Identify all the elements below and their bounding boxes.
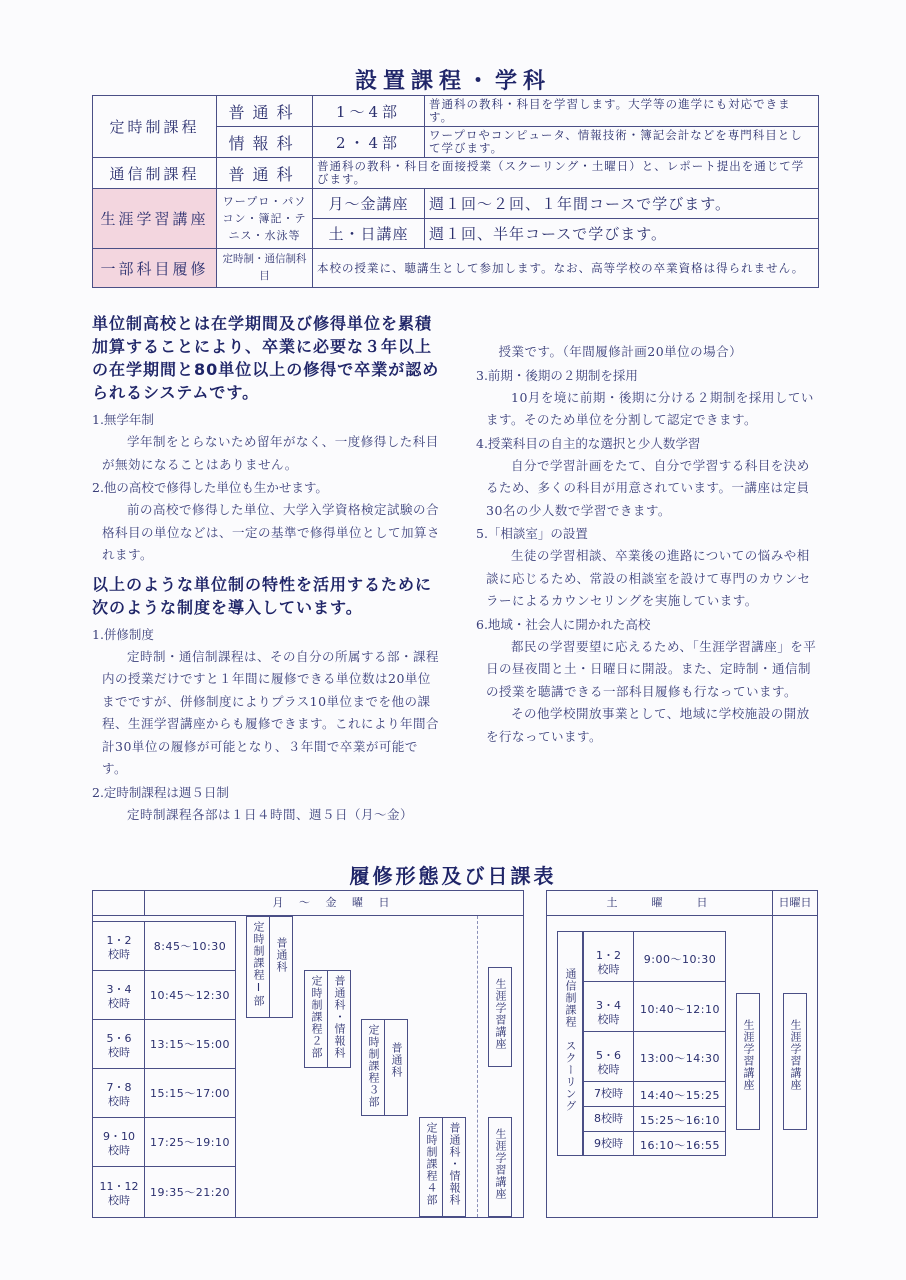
weekday-time-1: 8:45〜10:30 xyxy=(153,940,227,953)
teiji-desc-2: ワープロやコンピュータ、情報技術・簿記会計などを専門科目として学びます。 xyxy=(425,127,819,158)
weekday-time-5: 17:25〜19:10 xyxy=(150,1136,230,1149)
para-transfer-credits: 前の高校で修得した単位、大学入学資格検定試験の合格科目の単位などは、一定の基準で修得単位として加算されます。 xyxy=(102,502,441,562)
ichibu-target: 定時制・通信制科目 xyxy=(217,249,313,288)
shogai-desc-1: 週１回〜２回、１年間コースで学びます。 xyxy=(425,189,819,219)
weekday-header: 月 〜 金 曜 日 xyxy=(272,896,396,909)
right-column xyxy=(476,341,822,748)
course-block-1-name: 定時制課程Ⅰ部 xyxy=(246,916,270,1018)
saturday-period-1: 1・2 校時 xyxy=(596,949,621,976)
para-open-school: その他学校開放事業として、地域に学校施設の開放を行なっています。 xyxy=(486,706,810,744)
weekday-time-6: 19:35〜21:20 xyxy=(150,1186,230,1199)
teiji-parts-1: 1〜4部 xyxy=(313,96,425,127)
weekday-period-1: 1・2 校時 xyxy=(106,934,132,961)
sunday-shogai: 生涯学習講座 xyxy=(783,993,807,1130)
course-block-4-name: 定時制課程４部 xyxy=(419,1117,443,1217)
course-block-2-name: 定時制課程２部 xyxy=(304,970,328,1068)
course-block-4-dept: 普通科・情報科 xyxy=(442,1117,466,1217)
saturday-time-1: 9:00〜10:30 xyxy=(643,953,717,966)
para-community: 都民の学習要望に応えるため、「生涯学習講座」を平日の昼夜間と土・日曜日に開設。また、定時制・通信制の授業を聴講できる一部科目履修も行なっています。 xyxy=(486,638,817,699)
schedule-title: 履修形態及び日課表 xyxy=(349,864,557,888)
weekday-time-4: 15:15〜17:00 xyxy=(150,1087,230,1100)
weekday-shogai-1: 生涯学習講座 xyxy=(488,967,512,1067)
teiji-dept-1: 普通科 xyxy=(217,96,313,127)
shogai-period-2: 土・日講座 xyxy=(313,219,425,249)
para-five-day: 定時制課程各部は１日４時間、週５日（月〜金） xyxy=(127,806,414,822)
heading-elective: 4.授業科目の自主的な選択と少人数学習 xyxy=(476,435,701,451)
saturday-shogai: 生涯学習講座 xyxy=(736,993,760,1130)
weekday-shogai-2: 生涯学習講座 xyxy=(488,1117,512,1217)
weekday-separator xyxy=(477,916,478,1217)
tsushin-course-name: 通信制課程 xyxy=(93,158,217,189)
course-block-1-dept: 普通科 xyxy=(269,916,293,1018)
heading-transfer-credits: 2.他の高校で修得した単位も生かせます。 xyxy=(92,480,328,495)
saturday-time-5: 15:25〜16:10 xyxy=(640,1114,720,1127)
heading-counseling: 5.「相談室」の設置 xyxy=(476,526,588,541)
teiji-parts-2: 2・4部 xyxy=(313,127,425,158)
para-two-term: 10月を境に前期・後期に分ける２期制を採用しています。そのため単位を分割して認定できます。 xyxy=(486,389,814,427)
lead-systems: 以上のような単位制の特性を活用するために次のような制度を導入しています。 xyxy=(92,574,433,617)
tsushin-dept: 普通科 xyxy=(217,158,313,189)
left-column xyxy=(92,312,440,826)
weekday-period-grid xyxy=(93,921,236,1217)
heading-community: 6.地域・社会人に開かれた高校 xyxy=(476,616,651,632)
para-five-day-cont: 授業です。（年間履修計画20単位の場合） xyxy=(498,344,743,359)
shogai-subjects: ワープロ・パソコン・簿記・テニス・水泳等 xyxy=(217,189,313,249)
saturday-period-3: 5・6 校時 xyxy=(596,1049,621,1076)
para-counseling: 生徒の学習相談、卒業後の進路についての悩みや相談に応じるため、常設の相談室を設けて専門のカウンセラーによるカウンセリングを実施しています。 xyxy=(486,548,811,608)
ichibu-course-name: 一部科目履修 xyxy=(93,249,217,288)
saturday-time-3: 13:00〜14:30 xyxy=(640,1052,720,1065)
saturday-time-6: 16:10〜16:55 xyxy=(640,1139,720,1152)
shogai-course-name: 生涯学習講座 xyxy=(93,189,217,249)
saturday-period-6: 9校時 xyxy=(594,1137,623,1150)
sunday-header: 日曜日 xyxy=(778,896,812,909)
heading-five-day: 2.定時制課程は週５日制 xyxy=(92,784,229,800)
teiji-desc-1: 普通科の教科・科目を学習します。大学等の進学にも対応できます。 xyxy=(425,96,819,127)
para-concurrent: 定時制・通信制課程は、その自分の所属する部・課程内の授業だけですと１年間に履修できる単位数は20単位までですが、併修制度によりプラス10単位までを他の課程、生涯学習講座からも履修できます。これにより年間合計30単位の履修が可能となり、３年間で卒業が可能です。 xyxy=(102,648,440,776)
lead-unit-system: 単位制高校とは在学期間及び修得単位を累積加算することにより、卒業に必要な３年以上の在学期間と80単位以上の修得で卒業が認められるシステムです。 xyxy=(92,314,440,402)
weekday-period-4: 7・8 校時 xyxy=(106,1081,132,1108)
course-block-3-dept: 普通科 xyxy=(384,1019,408,1116)
course-block-3-name: 定時制課程３部 xyxy=(361,1019,385,1116)
saturday-period-5: 8校時 xyxy=(594,1112,623,1125)
heading-two-term: 3.前期・後期の２期制を採用 xyxy=(476,367,638,383)
teiji-course-name: 定時制課程 xyxy=(93,96,217,158)
saturday-period-2: 3・4 校時 xyxy=(596,999,621,1026)
saturday-period-4: 7校時 xyxy=(594,1087,623,1100)
heading-no-grade: 1.無学年制 xyxy=(92,412,154,427)
weekday-period-6: 11・12 校時 xyxy=(99,1180,139,1207)
saturday-course: 通信制課程 スクーリング xyxy=(557,931,583,1156)
courses-table xyxy=(92,95,819,288)
course-block-2-dept: 普通科・情報科 xyxy=(327,970,351,1068)
weekday-period-5: 9・10 校時 xyxy=(103,1130,135,1157)
weekday-period-3: 5・6 校時 xyxy=(106,1032,132,1059)
courses-title: 設置課程・学科 xyxy=(354,69,551,94)
para-elective: 自分で学習計画をたて、自分で学習する科目を決めるため、多くの科目が用意されています。一講座は定員30名の少人数で学習できます。 xyxy=(486,457,810,518)
saturday-time-4: 14:40〜15:25 xyxy=(640,1089,720,1102)
weekday-period-2: 3・4 校時 xyxy=(106,983,132,1010)
shogai-desc-2: 週１回、半年コースで学びます。 xyxy=(425,219,819,249)
weekday-time-3: 13:15〜15:00 xyxy=(150,1038,230,1051)
ichibu-desc: 本校の授業に、聴講生として参加します。なお、高等学校の卒業資格は得られません。 xyxy=(313,249,819,288)
saturday-time-2: 10:40〜12:10 xyxy=(640,1003,720,1016)
tsushin-desc: 普通科の教科・科目を面接授業（スクーリング・土曜日）と、レポート提出を通じて学びます。 xyxy=(313,158,819,189)
saturday-header: 土 曜 日 xyxy=(606,896,712,909)
heading-concurrent: 1.併修制度 xyxy=(92,626,154,642)
weekday-time-2: 10:45〜12:30 xyxy=(150,989,230,1002)
para-no-grade: 学年制をとらないため留年がなく、一度修得した科目が無効になることはありません。 xyxy=(102,434,439,472)
shogai-period-1: 月〜金講座 xyxy=(313,189,425,219)
teiji-dept-2: 情報科 xyxy=(217,127,313,158)
